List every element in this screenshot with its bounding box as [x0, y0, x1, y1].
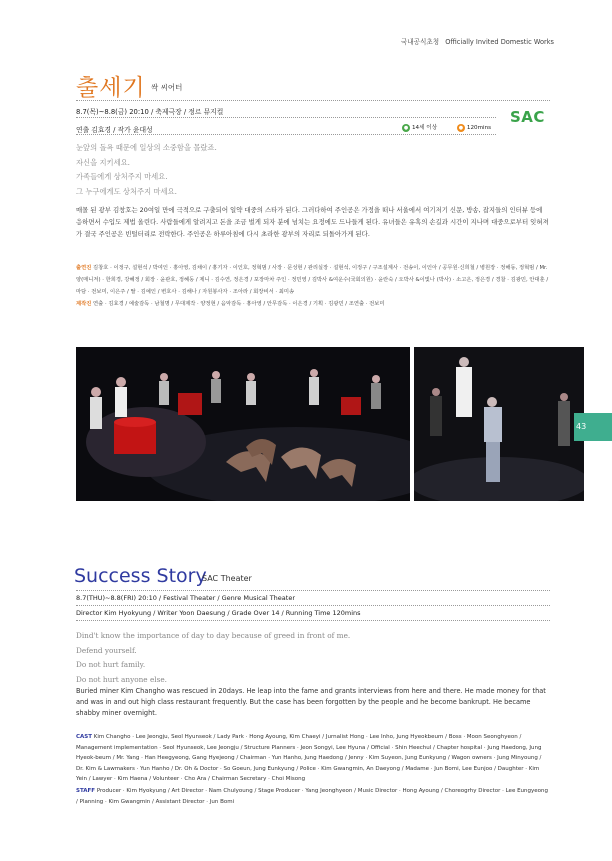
stage-photo-right	[414, 347, 587, 501]
korean-director: 연출 김효경 / 작가 윤대성	[76, 126, 153, 134]
poem-line: 눈앞의 돌욕 때문에 일상의 소중함을 몰랐죠.	[76, 143, 217, 152]
runtime: 120mins	[466, 125, 492, 131]
stage-scene-right	[414, 347, 587, 501]
korean-cast	[76, 262, 550, 299]
page-number: 43	[576, 422, 587, 431]
korean-company: 싹 씨어터	[151, 83, 183, 92]
header-label-en: Officially Invited Domestic Works	[445, 38, 554, 46]
english-schedule: 8.7(THU)~8.8(FRI) 20:10 / Festival Theater / Genre Musical Theater	[76, 594, 296, 602]
korean-staff	[76, 298, 550, 310]
cast-label: 출연진	[76, 265, 92, 271]
sac-logo: SAC	[510, 108, 545, 126]
staff-label: 제작진	[76, 301, 92, 307]
divider	[76, 134, 496, 135]
korean-title: 출세기	[76, 75, 146, 101]
page-header	[401, 36, 554, 46]
poem-line: Dind't know the importance of day to day because of greed in front of me.	[76, 631, 351, 640]
korean-synopsis: 매몰 된 광부 김창호는 20여일 만에 극적으로 구출되어 일약 대중의 스타가 된다. 그러다하여 주인공은 가정을 떠나 서울에서 여기저기 신문, 방송, 잡지들의 인터뷰 등에 응하면서 수입도 제법 올린다. 사람들에게 알려지고 돈을 조금 벌게 되자 분에 넘치는 요정에도 드나들게 된다. 유녀들은 유혹의 손길과 시간이 지나며 대중으로부터 잊혀져가 결국 주인공은 빈털터리로 전락한다. 주인공은 하루아침에 다시 초라한 광부의 자리로 되돌아가게 된다.	[76, 206, 549, 238]
cast-list: Kim Changho · Lee Jeongju, Seol Hyunseok / Lady Park · Hong Ayoung, Kim Chaeyi / Jurnalist Hong · Lee Inho, Jung Hyeokbeum / Boss · Moon Seonghyeon / Management implementation · Seol Hyunseok, Lee Jeongju / Structure Planners · Jeon Songyi, Lee Hyuna / Official · Shin Heechul / Chapter hospital · Jung Haedong, Jung Hyeok-beum / Mr. Yang · Han Heegyeong, Gang Hyejeong / Chairman · Yun Hanho, Jung Haedong / Jenny · Kim Suyeon, Jung Eunkyung / Wagon owners · Jung Minyoung / Dr. Kim & Lawmakers · Yun Hanho / Dr. Oh & Doctor · So Goeun, Jung Eunkyung / Police · Kim Gwangmin, An Daeyong / Madame · Jun Bomi, Lee Eunjoo / Daughter · Kim Yein / Lawyer · Kim Haena / Volunteer · Cho Ara / Chairman Secretary · Choi Misong	[76, 734, 542, 782]
english-synopsis: Buried miner Kim Changho was rescued in 20days. He leap into the fame and grants interviews from here and there. He made money for that and was in and out high class restaurant frequently. But the case has been forgotten by the people and he become bankrupt. He became shabby miner overnight.	[76, 687, 546, 717]
english-director: Director Kim Hyokyung / Writer Yoon Daesung / Grade Over 14 / Running Time 120mins	[76, 609, 361, 617]
english-cast	[76, 732, 550, 785]
english-poem	[76, 629, 350, 687]
english-title: Success Story	[74, 565, 207, 587]
rating-info	[402, 123, 491, 132]
clock-icon: ●	[458, 124, 464, 131]
page-number-tab	[574, 413, 612, 441]
cast-list: 김창호 · 이정구, 설현석 / 박여인 · 홍아영, 김채이 / 홍기자 · 이인호, 정혁범 / 사장 · 문성현 / 관리실장 · 설현석, 이정구 / 구조설계사 · 전송이, 이인아 / 공무원·신희철 / 병원장 · 정해동, 정혁범 / Mr.양(매니저) · 한희경, 강혜정 / 회장 · 윤관호, 정혜동 / 제니 · 김수연, 정은경 / 포장마차 주인 · 정민영 / 김박사 &여운수(국회의원) · 윤란숙 / 오박사 &이빛나 (박사) · 소고은, 정은경 / 경찰 · 김광민, 안대훈 / 마담 · 전보미, 이은주 / 딸 · 김예인 / 변호사 · 김해나 / 자원봉사자 · 조아라 / 회장비서 · 최미송	[76, 265, 549, 296]
cast-label: CAST	[76, 734, 93, 740]
divider	[76, 590, 550, 591]
header-label-ko: 국내공식초청	[400, 38, 440, 46]
poem-line: Do not hurt family.	[76, 660, 146, 669]
age-rating: 14세 이상	[412, 125, 438, 131]
korean-schedule: 8.7(목)~8.8(금) 20:10 / 축제극장 / 정르 뮤지컬	[76, 108, 224, 116]
stage-photo-left	[76, 347, 410, 501]
divider	[76, 117, 496, 118]
divider	[76, 620, 550, 621]
english-staff	[76, 786, 550, 807]
divider	[76, 605, 550, 606]
staff-list: 연출 · 김효경 / 예술감독 · 남철명 / 무대제작 · 양정현 / 음악감독 · 홍아영 / 안무감독 · 이은경 / 기획 · 김광민 / 조연출 · 전보미	[93, 301, 385, 307]
english-company: SAC Theater	[202, 574, 252, 583]
poem-line: Do not hurt anyone else.	[76, 674, 167, 684]
stage-scene-left	[76, 347, 410, 501]
poem-line: 가족들에게 상처주지 마세요.	[76, 172, 168, 181]
poem-line: Defend yourself.	[76, 645, 137, 655]
poem-line: 그 누구에게도 상처주지 마세요.	[76, 186, 177, 196]
staff-label: STAFF	[76, 788, 96, 794]
age-icon: ●	[403, 124, 409, 131]
korean-poem	[76, 141, 217, 199]
staff-list: Producer · Kim Hyokyung / Art Director · Nam Chulyoung / Stage Producer · Yang Jeonghyeon / Music Director · Hong Ayoung / Choreogrhy Director · Lee Eungyeong / Planning · Kim Gwangmin / Assistant Director · Jun Bomi	[76, 788, 548, 805]
divider	[76, 100, 550, 101]
poem-line: 자신을 지키세요.	[76, 157, 130, 167]
